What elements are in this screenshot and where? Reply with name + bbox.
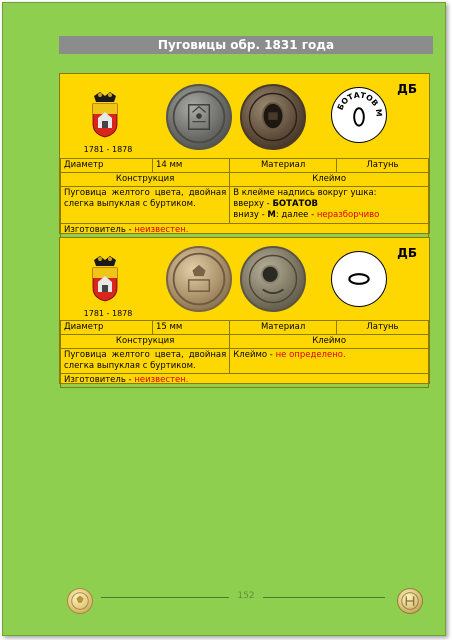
stamp-header: Клеймо [230,173,429,187]
footer-divider [263,597,385,598]
button-reverse-icon [240,246,306,312]
construction-text: Пуговица желтого цвета, двойная слегка выпуклая с буртиком. [61,187,230,224]
button-card-2 [59,237,430,384]
construction-text: Пуговица желтого цвета, двойная слегка выпуклая с буртиком. [61,349,230,374]
specs-table [60,158,429,238]
page [2,2,446,636]
diameter-value: 14 мм [153,159,230,173]
stamp-header: Клеймо [230,335,429,349]
button-card-1 [59,73,430,234]
material-label: Материал [230,321,337,335]
stamp-diagram-icon [331,251,387,307]
footer-divider [101,597,229,598]
years-label: 1781 - 1878 [83,145,133,154]
page-title: Пуговицы обр. 1831 года [59,36,433,54]
years-label: 1781 - 1878 [83,309,133,318]
maker-mark: ДБ [397,82,417,96]
card-images [60,74,429,158]
maker-row: Изготовитель - неизвестен. [61,224,429,238]
button-obverse-icon [166,246,232,312]
button-reverse-icon [240,84,306,150]
stamp-text: Клеймо - не определено. [230,349,429,374]
stamp-text: В клейме надпись вокруг ушка: вверху - БОТАТОВ внизу - М: далее - неразборчиво [230,187,429,224]
specs-table [60,320,429,388]
card-images [60,238,429,320]
coat-of-arms-icon [90,254,120,302]
maker-mark: ДБ [397,246,417,260]
construction-header: Конструкция [61,173,230,187]
gold-medal-icon [397,588,423,614]
diameter-label: Диаметр [61,321,153,335]
svg-text:БОТАТОВ М.: БОТАТОВ М [335,90,384,118]
button-obverse-icon [166,84,232,150]
diameter-label: Диаметр [61,159,153,173]
diameter-value: 15 мм [153,321,230,335]
construction-header: Конструкция [61,335,230,349]
material-label: Материал [230,159,337,173]
page-number: 152 [237,591,255,601]
stamp-diagram-icon [331,87,387,143]
material-value: Латунь [336,159,428,173]
gold-medal-icon [67,588,93,614]
material-value: Латунь [336,321,428,335]
coat-of-arms-icon [90,90,120,138]
maker-row: Изготовитель - неизвестен. [61,374,429,388]
